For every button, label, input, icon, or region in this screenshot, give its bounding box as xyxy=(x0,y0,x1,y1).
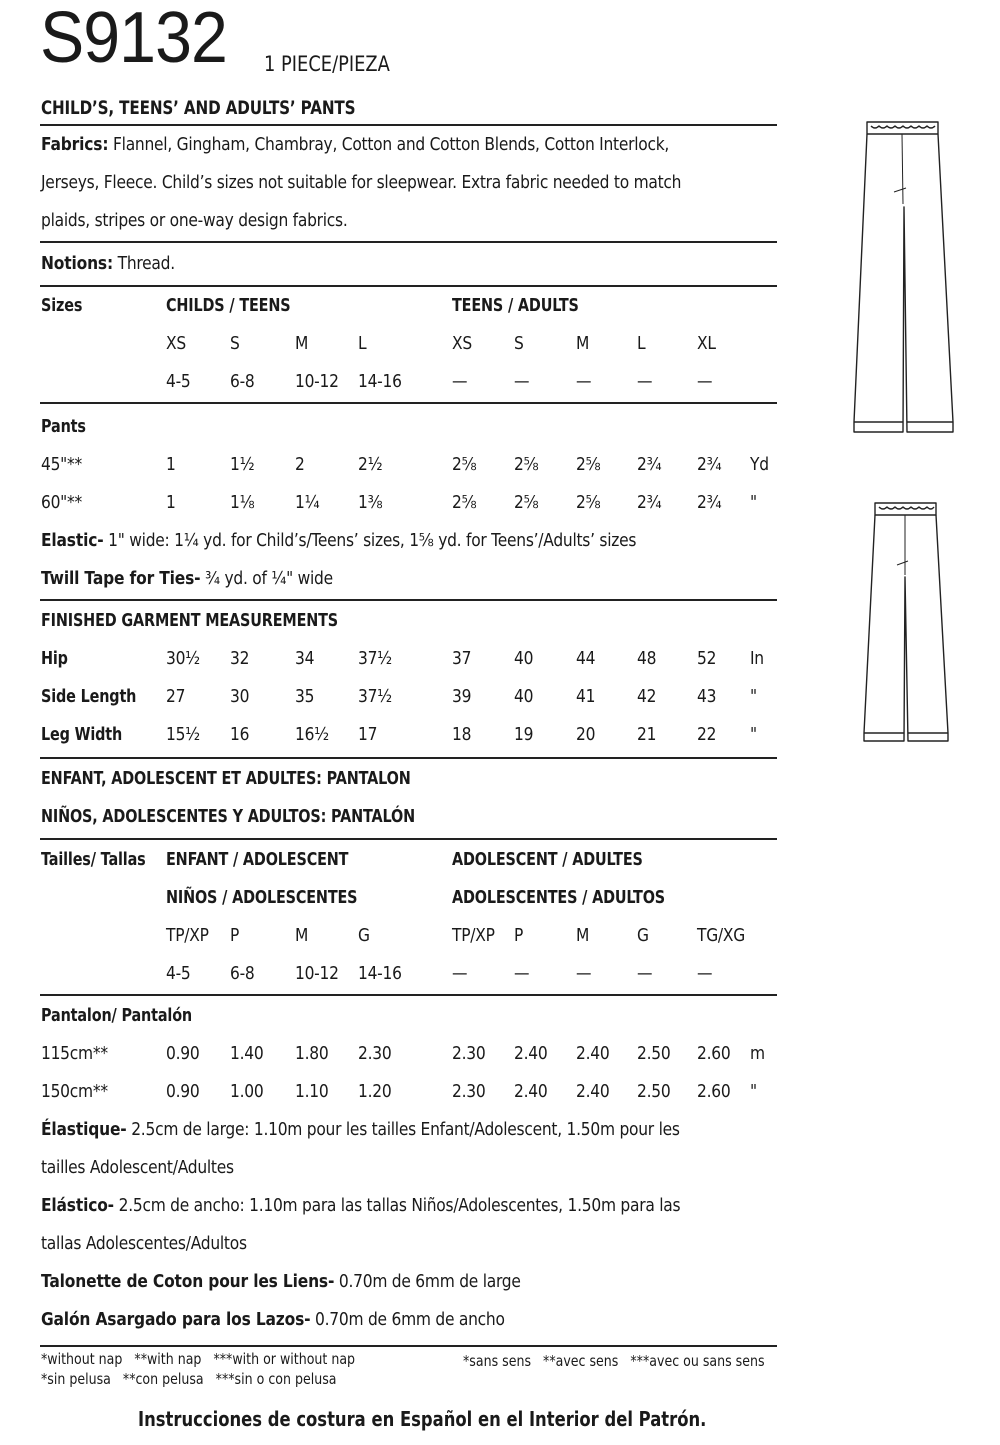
size-code: TP/XP xyxy=(452,925,495,946)
table-cell: 39 xyxy=(452,686,472,707)
table-cell: 17 xyxy=(358,724,378,745)
size-code: TP/XP xyxy=(166,925,209,946)
size-code: P xyxy=(514,925,524,946)
size-group-childs-teens: CHILDS / TEENS xyxy=(166,295,291,316)
table-cell: 2⅝ xyxy=(514,492,539,513)
unit-label: m xyxy=(750,1043,765,1064)
table-cell: 2.40 xyxy=(514,1043,548,1064)
size-range: — xyxy=(452,371,468,392)
pattern-title: CHILD’S, TEENS’ AND ADULTS’ PANTS xyxy=(41,97,356,119)
galon-line xyxy=(41,1309,505,1330)
table-cell: 1.40 xyxy=(230,1043,264,1064)
table-cell: 1.20 xyxy=(358,1081,392,1102)
table-cell: 2¾ xyxy=(697,492,722,513)
table-cell: 48 xyxy=(637,648,657,669)
table-cell: 16 xyxy=(230,724,250,745)
table-cell: 1½ xyxy=(230,454,255,475)
size-range: — xyxy=(514,963,530,984)
row-label: Leg Width xyxy=(41,724,123,745)
table-cell: 2.30 xyxy=(452,1081,486,1102)
sizes-label: Sizes xyxy=(41,295,83,316)
size-range: — xyxy=(576,371,592,392)
table-cell: 2 xyxy=(295,454,305,475)
table-cell: 2.50 xyxy=(637,1043,671,1064)
table-cell: 1⅛ xyxy=(230,492,255,513)
table-cell: 2⅝ xyxy=(576,454,601,475)
table-cell: 42 xyxy=(637,686,657,707)
table-cell: 37½ xyxy=(358,648,392,669)
twill-label: Twill Tape for Ties- xyxy=(41,568,201,589)
elastico-text-1: 2.5cm de ancho: 1.10m para las tallas Niños/Adolescentes, 1.50m para las xyxy=(113,1195,681,1216)
talonette-label: Talonette de Coton pour les Liens- xyxy=(41,1271,335,1292)
divider xyxy=(40,402,777,404)
table-cell: 30 xyxy=(230,686,250,707)
table-cell: 22 xyxy=(697,724,717,745)
table-cell: 40 xyxy=(514,686,534,707)
table-cell: 1.00 xyxy=(230,1081,264,1102)
size-group-enfant: ENFANT / ADOLESCENT xyxy=(166,849,349,870)
fabrics-line-2: Jerseys, Fleece. Child’s sizes not suitable for sleepwear. Extra fabric needed to match xyxy=(41,172,682,193)
size-range: 10-12 xyxy=(295,963,339,984)
table-cell: 0.90 xyxy=(166,1081,200,1102)
table-cell: 37½ xyxy=(358,686,392,707)
elastico-line-1 xyxy=(41,1195,680,1216)
table-cell: 2.60 xyxy=(697,1043,731,1064)
table-cell: 2.30 xyxy=(452,1043,486,1064)
row-label: 115cm** xyxy=(41,1043,108,1064)
notions-label: Notions: xyxy=(41,253,113,274)
size-range: — xyxy=(576,963,592,984)
size-code: XS xyxy=(452,333,472,354)
table-cell: 41 xyxy=(576,686,596,707)
pantalon-label: Pantalon/ Pantalón xyxy=(41,1005,193,1026)
table-cell: 2½ xyxy=(358,454,383,475)
size-code: M xyxy=(295,925,309,946)
size-range: 4-5 xyxy=(166,371,191,392)
table-cell: 37 xyxy=(452,648,472,669)
table-cell: 1.10 xyxy=(295,1081,329,1102)
size-range: — xyxy=(697,371,713,392)
table-cell: 0.90 xyxy=(166,1043,200,1064)
footnote-es: *sin pelusa **con pelusa ***sin o con pelusa xyxy=(41,1370,337,1388)
elastique-label: Élastique- xyxy=(41,1119,127,1140)
table-cell: 15½ xyxy=(166,724,200,745)
elastic-line xyxy=(41,530,636,551)
size-range: 14-16 xyxy=(358,371,402,392)
table-cell: 43 xyxy=(697,686,717,707)
table-cell: 2⅝ xyxy=(514,454,539,475)
row-label: Hip xyxy=(41,648,68,669)
divider xyxy=(40,599,777,601)
row-label: Side Length xyxy=(41,686,137,707)
footnote-fr: *sans sens **avec sens ***avec ou sans sens xyxy=(463,1352,765,1370)
tailles-label: Tailles/ Tallas xyxy=(41,849,146,870)
twill-line xyxy=(41,568,333,589)
galon-label: Galón Asargado para los Lazos- xyxy=(41,1309,311,1330)
table-cell: 2.30 xyxy=(358,1043,392,1064)
table-cell: 35 xyxy=(295,686,315,707)
size-code: G xyxy=(637,925,649,946)
title-fr: ENFANT, ADOLESCENT ET ADULTES: PANTALON xyxy=(41,768,411,789)
elastic-text: 1" wide: 1¼ yd. for Child’s/Teens’ sizes, 1⅝ yd. for Teens’/Adults’ sizes xyxy=(103,530,637,551)
elastico-line-2: tallas Adolescentes/Adultos xyxy=(41,1233,247,1254)
size-range: 14-16 xyxy=(358,963,402,984)
fabrics-line-3: plaids, stripes or one-way design fabrics. xyxy=(41,210,348,231)
table-cell: 16½ xyxy=(295,724,329,745)
size-group-adolescentes-adultos: ADOLESCENTES / ADULTOS xyxy=(452,887,665,908)
unit-label: In xyxy=(750,648,764,669)
galon-text: 0.70m de 6mm de ancho xyxy=(310,1309,505,1330)
pants-back-icon xyxy=(850,495,960,745)
divider xyxy=(40,285,777,287)
table-cell: 2.40 xyxy=(576,1043,610,1064)
table-cell: 2¾ xyxy=(697,454,722,475)
title-es: NIÑOS, ADOLESCENTES Y ADULTOS: PANTALÓN xyxy=(41,806,416,827)
elastique-text-1: 2.5cm de large: 1.10m pour les tailles Enfant/Adolescent, 1.50m pour les xyxy=(126,1119,680,1140)
size-range: 10-12 xyxy=(295,371,339,392)
table-cell: 32 xyxy=(230,648,250,669)
pattern-number: S9132 xyxy=(40,0,227,78)
table-cell: 1⅜ xyxy=(358,492,383,513)
divider xyxy=(40,241,777,243)
table-cell: 2¾ xyxy=(637,492,662,513)
table-cell: 1 xyxy=(166,492,176,513)
elastico-label: Elástico- xyxy=(41,1195,114,1216)
divider xyxy=(40,994,777,996)
talonette-line xyxy=(41,1271,521,1292)
table-cell: 27 xyxy=(166,686,186,707)
table-cell: 2.40 xyxy=(514,1081,548,1102)
fabrics-text-1: Flannel, Gingham, Chambray, Cotton and Cotton Blends, Cotton Interlock, xyxy=(108,134,670,155)
notions-text: Thread. xyxy=(112,253,175,274)
unit-label: " xyxy=(750,492,757,513)
divider xyxy=(40,1345,777,1347)
pants-front-icon xyxy=(840,112,960,437)
measurements-title: FINISHED GARMENT MEASUREMENTS xyxy=(41,610,339,631)
size-range: — xyxy=(514,371,530,392)
size-code: M xyxy=(576,333,590,354)
elastique-line-2: tailles Adolescent/Adultes xyxy=(41,1157,234,1178)
size-code: S xyxy=(514,333,524,354)
divider xyxy=(40,838,777,840)
talonette-text: 0.70m de 6mm de large xyxy=(334,1271,521,1292)
size-range: 6-8 xyxy=(230,371,255,392)
size-code: L xyxy=(637,333,646,354)
divider xyxy=(40,757,777,759)
size-code: TG/XG xyxy=(697,925,745,946)
table-cell: 18 xyxy=(452,724,472,745)
table-cell: 2.60 xyxy=(697,1081,731,1102)
table-cell: 2⅝ xyxy=(452,454,477,475)
fabrics-line-1 xyxy=(41,134,669,155)
table-cell: 2⅝ xyxy=(576,492,601,513)
divider xyxy=(40,124,777,126)
notions-line xyxy=(41,253,175,274)
table-cell: 30½ xyxy=(166,648,200,669)
table-cell: 2.40 xyxy=(576,1081,610,1102)
table-cell: 1¼ xyxy=(295,492,320,513)
size-group-teens-adults: TEENS / ADULTS xyxy=(452,295,579,316)
size-range: — xyxy=(697,963,713,984)
size-range: — xyxy=(452,963,468,984)
twill-text: ¾ yd. of ¼" wide xyxy=(200,568,333,589)
table-cell: 20 xyxy=(576,724,596,745)
table-cell: 1.80 xyxy=(295,1043,329,1064)
size-group-ninos: NIÑOS / ADOLESCENTES xyxy=(166,887,358,908)
size-code: L xyxy=(358,333,367,354)
row-label: 60"** xyxy=(41,492,83,513)
table-cell: 44 xyxy=(576,648,596,669)
table-cell: 1 xyxy=(166,454,176,475)
table-cell: 19 xyxy=(514,724,534,745)
footnote-en: *without nap **with nap ***with or without nap xyxy=(41,1350,356,1368)
fabrics-label: Fabrics: xyxy=(41,134,109,155)
table-cell: 2.50 xyxy=(637,1081,671,1102)
size-code: M xyxy=(576,925,590,946)
size-group-adolescent-adultes: ADOLESCENT / ADULTES xyxy=(452,849,643,870)
table-cell: 52 xyxy=(697,648,717,669)
row-label: 150cm** xyxy=(41,1081,108,1102)
table-cell: 40 xyxy=(514,648,534,669)
table-cell: 2⅝ xyxy=(452,492,477,513)
pants-label: Pants xyxy=(41,416,86,437)
size-range: — xyxy=(637,371,653,392)
piece-count: 1 PIECE/PIEZA xyxy=(264,52,390,76)
spanish-instructions-note: Instrucciones de costura en Español en el Interior del Patrón. xyxy=(138,1407,707,1431)
table-cell: 21 xyxy=(637,724,657,745)
row-label: 45"** xyxy=(41,454,83,475)
table-cell: 34 xyxy=(295,648,315,669)
size-code: XS xyxy=(166,333,186,354)
size-range: 6-8 xyxy=(230,963,255,984)
size-range: — xyxy=(637,963,653,984)
elastic-label: Elastic- xyxy=(41,530,104,551)
table-cell: 2¾ xyxy=(637,454,662,475)
unit-label: " xyxy=(750,1081,757,1102)
unit-label: " xyxy=(750,686,757,707)
elastique-line-1 xyxy=(41,1119,680,1140)
unit-label: Yd xyxy=(750,454,769,475)
size-code: XL xyxy=(697,333,716,354)
size-code: M xyxy=(295,333,309,354)
size-code: S xyxy=(230,333,240,354)
size-code: G xyxy=(358,925,370,946)
size-range: 4-5 xyxy=(166,963,191,984)
unit-label: " xyxy=(750,724,757,745)
size-code: P xyxy=(230,925,240,946)
